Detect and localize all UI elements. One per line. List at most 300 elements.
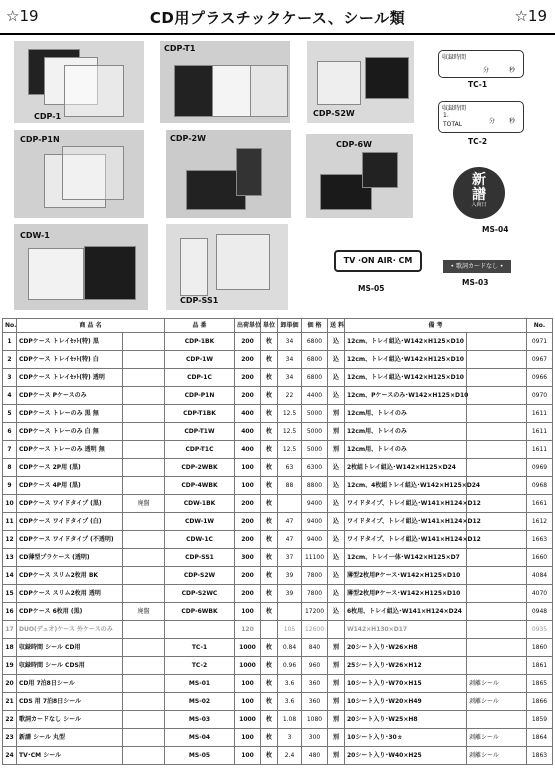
unit: 枚: [261, 711, 278, 729]
row-no: 11: [3, 513, 17, 531]
photo-cdw-1: [14, 224, 148, 310]
remarks: 12cm用、トレイのみ: [345, 441, 467, 459]
part-number: MS-04: [165, 729, 235, 747]
photo-cdp-1: [14, 41, 144, 123]
ship-unit: 120: [235, 621, 261, 639]
product-note: [123, 729, 165, 747]
ship-unit: 200: [235, 387, 261, 405]
ship-unit: 400: [235, 423, 261, 441]
row-code: 0948: [527, 603, 553, 621]
part-number: CDP-2WBK: [165, 459, 235, 477]
table-row: [3, 495, 553, 513]
part-number: MS-03: [165, 711, 235, 729]
table-row: [3, 675, 553, 693]
ship-unit: 200: [235, 585, 261, 603]
price: 6800: [302, 369, 328, 387]
table-row: [3, 369, 553, 387]
wholesale-price: [278, 603, 302, 621]
product-name: CD用 7泊8日シール: [17, 675, 123, 693]
product-note: [123, 747, 165, 765]
table-row: [3, 747, 553, 765]
header-remarks: 備 考: [345, 319, 527, 333]
tc-1-sec: 秒: [509, 67, 516, 74]
row-no: 12: [3, 531, 17, 549]
product-note: [123, 585, 165, 603]
unit: 枚: [261, 657, 278, 675]
wholesale-price: 34: [278, 351, 302, 369]
tc-1-sticker: [438, 50, 524, 78]
remarks: ワイドタイプ、トレイ組込･W141×H124×D12: [345, 513, 467, 531]
header-shipping: 送 料: [328, 319, 345, 333]
tc-1-min: 分: [483, 67, 490, 74]
price: 6800: [302, 351, 328, 369]
remarks-note: [467, 657, 527, 675]
row-code: 0970: [527, 387, 553, 405]
photo-cdp-6w: [306, 134, 413, 218]
remarks: 10シート入り･W70×H15: [345, 675, 467, 693]
product-note: [123, 639, 165, 657]
wholesale-price: 88: [278, 477, 302, 495]
shipping: 別: [328, 675, 345, 693]
remarks: ワイドタイプ、トレイ組込･W141×H124×D12: [345, 531, 467, 549]
remarks-note: 剥離シール: [467, 747, 527, 765]
row-no: 19: [3, 657, 17, 675]
ship-unit: 400: [235, 405, 261, 423]
remarks: 12cm、4枚組トレイ組込･W142×H125×D24: [345, 477, 467, 495]
wholesale-price: 105: [278, 621, 302, 639]
product-name: CDPケース ワイドタイプ (不透明): [17, 531, 123, 549]
price: 9400: [302, 531, 328, 549]
shipping: 込: [328, 333, 345, 351]
remarks-note: [467, 351, 527, 369]
wholesale-price: 3.6: [278, 675, 302, 693]
unit: 枚: [261, 549, 278, 567]
product-note: [123, 513, 165, 531]
remarks: 12cm、トレイ組込･W142×H125×D10: [345, 369, 467, 387]
unit: 枚: [261, 459, 278, 477]
product-name: CDPケース ワイドタイプ (白): [17, 513, 123, 531]
tc-2-sec: 秒: [509, 118, 516, 125]
product-name: CDPケース トレイｾｯﾄ(特) 黒: [17, 333, 123, 351]
header-rule: [0, 33, 555, 35]
price: 840: [302, 639, 328, 657]
product-note: 廃盤: [123, 603, 165, 621]
ms-05-caption: MS-05: [358, 284, 385, 293]
remarks: 12cm用、トレイのみ: [345, 405, 467, 423]
part-number: CDP-T1W: [165, 423, 235, 441]
remarks-note: [467, 621, 527, 639]
unit: 枚: [261, 729, 278, 747]
remarks-note: 剥離シール: [467, 693, 527, 711]
wholesale-price: 39: [278, 585, 302, 603]
unit: 枚: [261, 639, 278, 657]
row-code: 4070: [527, 585, 553, 603]
remarks-note: [467, 603, 527, 621]
remarks: 薄型2枚用Pケース･W142×H125×D10: [345, 585, 467, 603]
table-row: [3, 693, 553, 711]
row-code: 1612: [527, 513, 553, 531]
row-no: 17: [3, 621, 17, 639]
wholesale-price: 12.5: [278, 423, 302, 441]
price: 9400: [302, 513, 328, 531]
product-name: CDPケース トレーのみ 透明 無: [17, 441, 123, 459]
product-note: [123, 567, 165, 585]
remarks-note: [467, 423, 527, 441]
price: 6300: [302, 459, 328, 477]
product-note: [123, 405, 165, 423]
table-row: [3, 585, 553, 603]
part-number: MS-01: [165, 675, 235, 693]
row-code: 1660: [527, 549, 553, 567]
ship-unit: 100: [235, 603, 261, 621]
row-no: 23: [3, 729, 17, 747]
row-no: 20: [3, 675, 17, 693]
ship-unit: 1000: [235, 657, 261, 675]
product-note: [123, 333, 165, 351]
remarks: 20シート入り･W26×H8: [345, 639, 467, 657]
price: 360: [302, 675, 328, 693]
remarks: 25シート入り･W26×H12: [345, 657, 467, 675]
remarks: 2枚組トレイ組込･W142×H125×D24: [345, 459, 467, 477]
part-number: CDW-1BK: [165, 495, 235, 513]
product-name: DUO(デュオ)ケース 外ケースのみ: [17, 621, 123, 639]
unit: 枚: [261, 693, 278, 711]
remarks: W142×H130×D17: [345, 621, 467, 639]
price: 8800: [302, 477, 328, 495]
shipping: 別: [328, 711, 345, 729]
remarks-note: [467, 711, 527, 729]
part-number: MS-02: [165, 693, 235, 711]
page-number-left: ☆19: [6, 7, 39, 25]
part-number: CDP-6WBK: [165, 603, 235, 621]
header-product-name: 商 品 名: [17, 319, 165, 333]
shipping: 込: [328, 603, 345, 621]
price: 5000: [302, 423, 328, 441]
wholesale-price: 12.5: [278, 441, 302, 459]
table-row: [3, 459, 553, 477]
ms-03-sticker: [443, 260, 511, 273]
part-number: CDW-1W: [165, 513, 235, 531]
row-no: 1: [3, 333, 17, 351]
table-row: [3, 621, 553, 639]
tc-1-header: 収録時間: [442, 54, 467, 61]
product-name: CDPケース 4P用 (黒): [17, 477, 123, 495]
photo-cdp-t1: [160, 41, 290, 123]
row-code: 0971: [527, 333, 553, 351]
wholesale-price: 1.08: [278, 711, 302, 729]
row-no: 10: [3, 495, 17, 513]
ship-unit: 100: [235, 729, 261, 747]
tc-2-sticker: [438, 101, 524, 133]
row-no: 2: [3, 351, 17, 369]
row-code: 0935: [527, 621, 553, 639]
unit: 枚: [261, 405, 278, 423]
row-no: 18: [3, 639, 17, 657]
table-row: [3, 333, 553, 351]
remarks-note: [467, 459, 527, 477]
wholesale-price: 34: [278, 333, 302, 351]
shipping: 込: [328, 549, 345, 567]
tc-2-row2: TOTAL: [443, 121, 463, 128]
remarks-note: [467, 333, 527, 351]
unit: [261, 621, 278, 639]
table-row: [3, 531, 553, 549]
product-name: CDPケース トレーのみ 白 無: [17, 423, 123, 441]
wholesale-price: 37: [278, 549, 302, 567]
product-note: [123, 441, 165, 459]
table-row: [3, 711, 553, 729]
shipping: 込: [328, 495, 345, 513]
part-number: CDP-T1C: [165, 441, 235, 459]
table-row: [3, 477, 553, 495]
remarks: 12cm用、トレイのみ: [345, 423, 467, 441]
price: 4400: [302, 387, 328, 405]
unit: 枚: [261, 675, 278, 693]
unit: 枚: [261, 423, 278, 441]
part-number: CDP-1C: [165, 369, 235, 387]
product-name: CDS 用 7泊8日シール: [17, 693, 123, 711]
ms-04-text2: 譜: [472, 187, 486, 203]
header-unit: 単位: [261, 319, 278, 333]
ship-unit: 100: [235, 675, 261, 693]
remarks: 薄型2枚用Pケース･W142×H125×D10: [345, 567, 467, 585]
table-row: [3, 387, 553, 405]
photo-caption: CDP-2W: [170, 134, 206, 143]
wholesale-price: 3.6: [278, 693, 302, 711]
unit: 枚: [261, 477, 278, 495]
unit: 枚: [261, 495, 278, 513]
price: 5000: [302, 441, 328, 459]
shipping: 込: [328, 531, 345, 549]
ship-unit: 100: [235, 747, 261, 765]
row-no: 3: [3, 369, 17, 387]
tc-2-row1: 1.: [443, 112, 449, 119]
shipping: 込: [328, 513, 345, 531]
product-name: CDPケース Pケースのみ: [17, 387, 123, 405]
product-table: [2, 318, 553, 765]
product-note: [123, 675, 165, 693]
product-note: [123, 477, 165, 495]
unit: 枚: [261, 513, 278, 531]
row-no: 9: [3, 477, 17, 495]
wholesale-price: 0.84: [278, 639, 302, 657]
part-number: CDP-SS1: [165, 549, 235, 567]
product-name: CDPケース ワイドタイプ (黒): [17, 495, 123, 513]
wholesale-price: 34: [278, 369, 302, 387]
table-row: [3, 639, 553, 657]
wholesale-price: 63: [278, 459, 302, 477]
remarks-note: [467, 405, 527, 423]
photo-caption: CDP-T1: [164, 44, 196, 53]
product-name: CDPケース トレーのみ 黒 無: [17, 405, 123, 423]
ms-03-text: • 歌詞カードなし •: [450, 263, 504, 270]
remarks-note: 剥離シール: [467, 729, 527, 747]
row-code: 0966: [527, 369, 553, 387]
unit: 枚: [261, 387, 278, 405]
part-number: CDP-S2W: [165, 567, 235, 585]
page-title: CD用プラスチックケース、シール類: [149, 9, 406, 27]
product-note: [123, 549, 165, 567]
table-row: [3, 603, 553, 621]
shipping: 込: [328, 459, 345, 477]
photo-cdp-p1n: [14, 130, 144, 218]
ms-03-caption: MS-03: [462, 278, 489, 287]
row-code: 1865: [527, 675, 553, 693]
product-note: [123, 711, 165, 729]
remarks: ワイドタイプ、トレイ組込･W141×H124×D12: [345, 495, 467, 513]
ship-unit: 200: [235, 567, 261, 585]
ship-unit: 100: [235, 693, 261, 711]
ms-04-sticker: [453, 167, 505, 219]
part-number: CDP-T1BK: [165, 405, 235, 423]
header-part-number: 品 番: [165, 319, 235, 333]
product-name: CDPケース スリム2枚用 透明: [17, 585, 123, 603]
part-number: [165, 621, 235, 639]
page-header: [0, 0, 555, 34]
shipping: 込: [328, 567, 345, 585]
ship-unit: 200: [235, 333, 261, 351]
ship-unit: 100: [235, 477, 261, 495]
ms-05-sticker: [334, 250, 422, 272]
remarks-note: [467, 585, 527, 603]
photo-caption: CDP-1: [34, 112, 62, 121]
row-no: 13: [3, 549, 17, 567]
product-name: 収録時間 シール CDS用: [17, 657, 123, 675]
row-no: 15: [3, 585, 17, 603]
remarks: 6枚用、トレイ組込･W141×H124×D24: [345, 603, 467, 621]
remarks-note: [467, 387, 527, 405]
price: 12600: [302, 621, 328, 639]
row-no: 5: [3, 405, 17, 423]
product-name: CDPケース スリム2枚用 BK: [17, 567, 123, 585]
remarks: 12cm、トレイ一体･W142×H125×D7: [345, 549, 467, 567]
remarks: 12cm、トレイ組込･W142×H125×D10: [345, 351, 467, 369]
shipping: 別: [328, 693, 345, 711]
part-number: MS-05: [165, 747, 235, 765]
table-row: [3, 513, 553, 531]
table-header-row: [3, 319, 553, 333]
wholesale-price: 39: [278, 567, 302, 585]
price: 7800: [302, 585, 328, 603]
photo-cdp-2w: [166, 130, 291, 218]
product-note: [123, 351, 165, 369]
ship-unit: 200: [235, 351, 261, 369]
row-no: 16: [3, 603, 17, 621]
ship-unit: 300: [235, 549, 261, 567]
tc-1-caption: TC-1: [468, 80, 488, 89]
row-code: 0968: [527, 477, 553, 495]
product-note: [123, 459, 165, 477]
photo-caption: CDP-SS1: [180, 296, 219, 305]
row-no: 14: [3, 567, 17, 585]
table-row: [3, 405, 553, 423]
row-no: 6: [3, 423, 17, 441]
wholesale-price: 12.5: [278, 405, 302, 423]
row-code: 1866: [527, 693, 553, 711]
ship-unit: 100: [235, 459, 261, 477]
product-note: [123, 657, 165, 675]
ship-unit: 400: [235, 441, 261, 459]
tc-2-caption: TC-2: [468, 137, 488, 146]
product-note: [123, 531, 165, 549]
remarks-note: [467, 639, 527, 657]
price: 1080: [302, 711, 328, 729]
remarks: 10シート入り･30ヵ: [345, 729, 467, 747]
remarks: 12cm、トレイ組込･W142×H125×D10: [345, 333, 467, 351]
tc-2-min: 分: [489, 118, 496, 125]
shipping: 別: [328, 729, 345, 747]
part-number: CDP-1W: [165, 351, 235, 369]
product-note: [123, 369, 165, 387]
wholesale-price: 3: [278, 729, 302, 747]
page-number-right: ☆19: [514, 7, 547, 25]
unit: 枚: [261, 567, 278, 585]
ship-unit: 200: [235, 369, 261, 387]
header-no-right: No.: [527, 319, 553, 333]
ms-05-text: TV ·ON AIR· CM: [343, 256, 413, 265]
row-no: 24: [3, 747, 17, 765]
table-row: [3, 351, 553, 369]
header-no: No.: [3, 319, 17, 333]
row-no: 21: [3, 693, 17, 711]
remarks: 10シート入り･W20×H49: [345, 693, 467, 711]
ms-04-text1: 新: [472, 172, 486, 188]
price: 300: [302, 729, 328, 747]
product-name: CDPケース トレイｾｯﾄ(特) 白: [17, 351, 123, 369]
photo-caption: CDP-P1N: [20, 135, 60, 144]
part-number: CDP-1BK: [165, 333, 235, 351]
wholesale-price: [278, 495, 302, 513]
ms-04-small: 入荷日: [471, 202, 487, 208]
shipping: 込: [328, 387, 345, 405]
part-number: CDP-4WBK: [165, 477, 235, 495]
header-wholesale: 卸単価: [278, 319, 302, 333]
table-row: [3, 729, 553, 747]
row-code: 1661: [527, 495, 553, 513]
row-code: 1611: [527, 423, 553, 441]
wholesale-price: 2.4: [278, 747, 302, 765]
table-row: [3, 567, 553, 585]
unit: 枚: [261, 441, 278, 459]
product-name: CDPケース 6枚用 (黒): [17, 603, 123, 621]
remarks-note: [467, 567, 527, 585]
product-name: CDPケース トレイｾｯﾄ(特) 透明: [17, 369, 123, 387]
product-name: CDPケース 2P用 (黒): [17, 459, 123, 477]
photo-cdp-ss1: [166, 224, 288, 310]
table-body: [3, 333, 553, 765]
price: 9400: [302, 495, 328, 513]
photo-caption: CDP-S2W: [313, 109, 355, 118]
product-name: CD薄型プラケース (透明): [17, 549, 123, 567]
table-row: [3, 657, 553, 675]
price: 480: [302, 747, 328, 765]
product-note: [123, 621, 165, 639]
unit: 枚: [261, 351, 278, 369]
ship-unit: 200: [235, 513, 261, 531]
shipping: 込: [328, 351, 345, 369]
wholesale-price: 47: [278, 513, 302, 531]
remarks-note: [467, 441, 527, 459]
shipping: 別: [328, 441, 345, 459]
row-code: 1863: [527, 747, 553, 765]
unit: 枚: [261, 531, 278, 549]
ship-unit: 1000: [235, 639, 261, 657]
ship-unit: 200: [235, 531, 261, 549]
remarks-note: 剥離シール: [467, 675, 527, 693]
product-note: [123, 423, 165, 441]
row-code: 1611: [527, 405, 553, 423]
price: 360: [302, 693, 328, 711]
